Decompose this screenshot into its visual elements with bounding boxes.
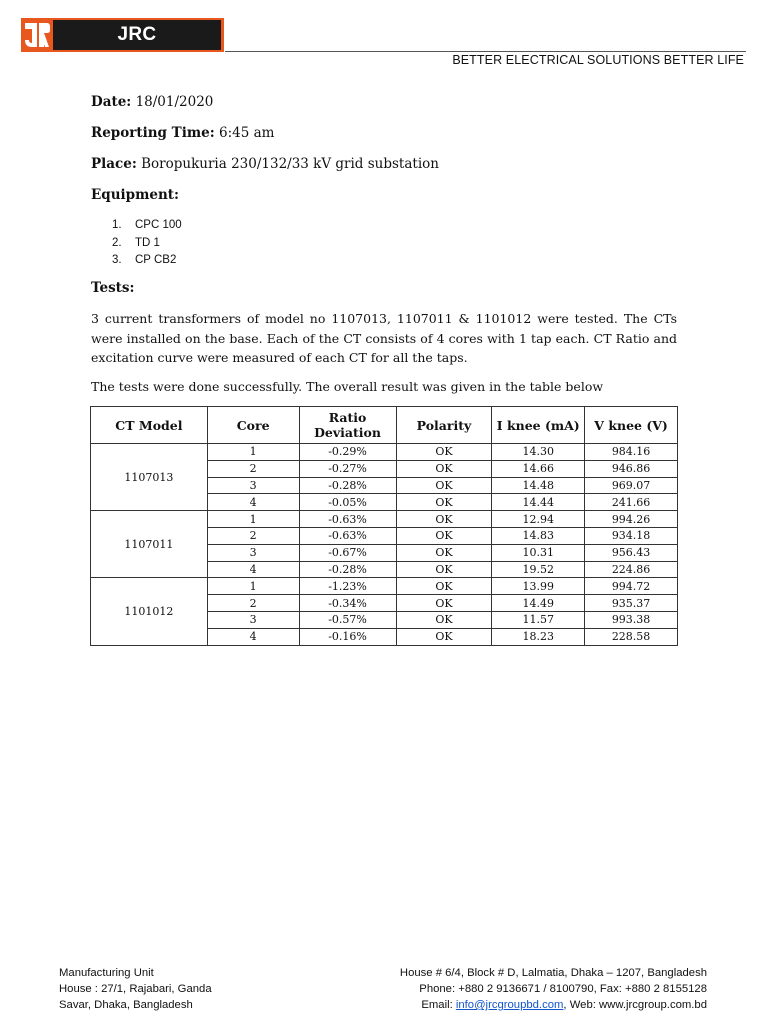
results-table xyxy=(90,406,678,646)
table-row: 4 -0.16% OK 18.23 228.58 xyxy=(91,628,678,645)
equipment-heading: Equipment: xyxy=(91,187,180,203)
table-header-row xyxy=(91,407,678,444)
footer-contact xyxy=(400,965,707,1013)
tests-paragraph: 3 current transformers of model no 1107013, 1107011 & 1101012 were tested. The CTs were installed on the base. Each of the CT consists of 4 cores with 1 tap each. CT Ratio and excitation curve were measured of each CT for all the taps. xyxy=(91,311,677,365)
list-item: 3. CP CB2 xyxy=(112,254,177,266)
ct-model-cell: 1107011 xyxy=(91,511,208,578)
date-label: Date: xyxy=(91,94,132,110)
reporting-time-line xyxy=(91,125,274,141)
email-link[interactable]: info@jrcgroupbd.com xyxy=(455,999,564,1011)
reporting-time-value: 6:45 am xyxy=(219,125,275,141)
list-item: 2. TD 1 xyxy=(112,236,160,249)
list-item: 1. CPC 100 xyxy=(112,219,182,231)
result-paragraph: The tests were done successfully. The overall result was given in the table below xyxy=(91,379,604,394)
reporting-time-label: Reporting Time: xyxy=(91,125,215,141)
table-row: 4 -0.05% OK 14.44 241.66 xyxy=(91,494,678,511)
table-row: 2 -0.27% OK 14.66 946.86 xyxy=(91,460,678,477)
ct-model-cell: 1101012 xyxy=(91,578,208,645)
footer-manufacturing-unit: Manufacturing Unit House : 27/1, Rajabari, Ganda Savar, Dhaka, Bangladesh xyxy=(59,967,212,1011)
header-polarity: Polarity xyxy=(396,407,492,444)
company-name: JRC POWERTECH xyxy=(53,20,221,50)
table-row: 3 -0.57% OK 11.57 993.38 xyxy=(91,611,678,628)
jrc-logo-icon xyxy=(21,18,53,52)
table-row: 2 -0.34% OK 14.49 935.37 xyxy=(91,595,678,612)
table-row: 1101012 1 -1.23% OK 13.99 994.72 xyxy=(91,578,678,595)
header-core: Core xyxy=(207,407,299,444)
table-row: 1107013 1 -0.29% OK 14.30 984.16 xyxy=(91,444,678,461)
date-line xyxy=(91,94,213,110)
date-value: 18/01/2020 xyxy=(135,94,214,110)
table-row: 1107011 1 -0.63% OK 12.94 994.26 xyxy=(91,511,678,528)
header-ratio-deviation: Ratio Deviation xyxy=(299,407,396,444)
header-divider xyxy=(225,51,746,52)
place-value: Boropukuria 230/132/33 kV grid substation xyxy=(141,156,439,172)
footer-email-web: Email: info@jrcgroupbd.com, Web: www.jrcgroup.com.bd xyxy=(421,999,707,1011)
ct-model-cell: 1107013 xyxy=(91,444,208,511)
equipment-list xyxy=(112,217,182,270)
footer-address: House # 6/4, Block # D, Lalmatia, Dhaka – 1207, Bangladesh xyxy=(399,967,707,979)
footer-web: , Web: www.jrcgroup.com.bd xyxy=(563,999,707,1011)
place-line xyxy=(91,156,439,172)
table-row: 4 -0.28% OK 19.52 224.86 xyxy=(91,561,678,578)
table-row: 3 -0.67% OK 10.31 956.43 xyxy=(91,544,678,561)
place-label: Place: xyxy=(91,156,137,172)
table-row: 3 -0.28% OK 14.48 969.07 xyxy=(91,477,678,494)
header-i-knee: I knee (mA) xyxy=(492,407,585,444)
company-logo xyxy=(21,18,224,75)
table-row: 2 -0.63% OK 14.83 934.18 xyxy=(91,527,678,544)
footer-phone: Phone: +880 2 9136671 / 8100790, Fax: +880 2 8155128 xyxy=(419,983,707,995)
tests-heading: Tests: xyxy=(91,280,135,296)
header-ct-model: CT Model xyxy=(91,407,208,444)
header-v-knee: V knee (V) xyxy=(585,407,678,444)
company-tagline: BETTER ELECTRICAL SOLUTIONS BETTER LIFE xyxy=(452,53,744,67)
